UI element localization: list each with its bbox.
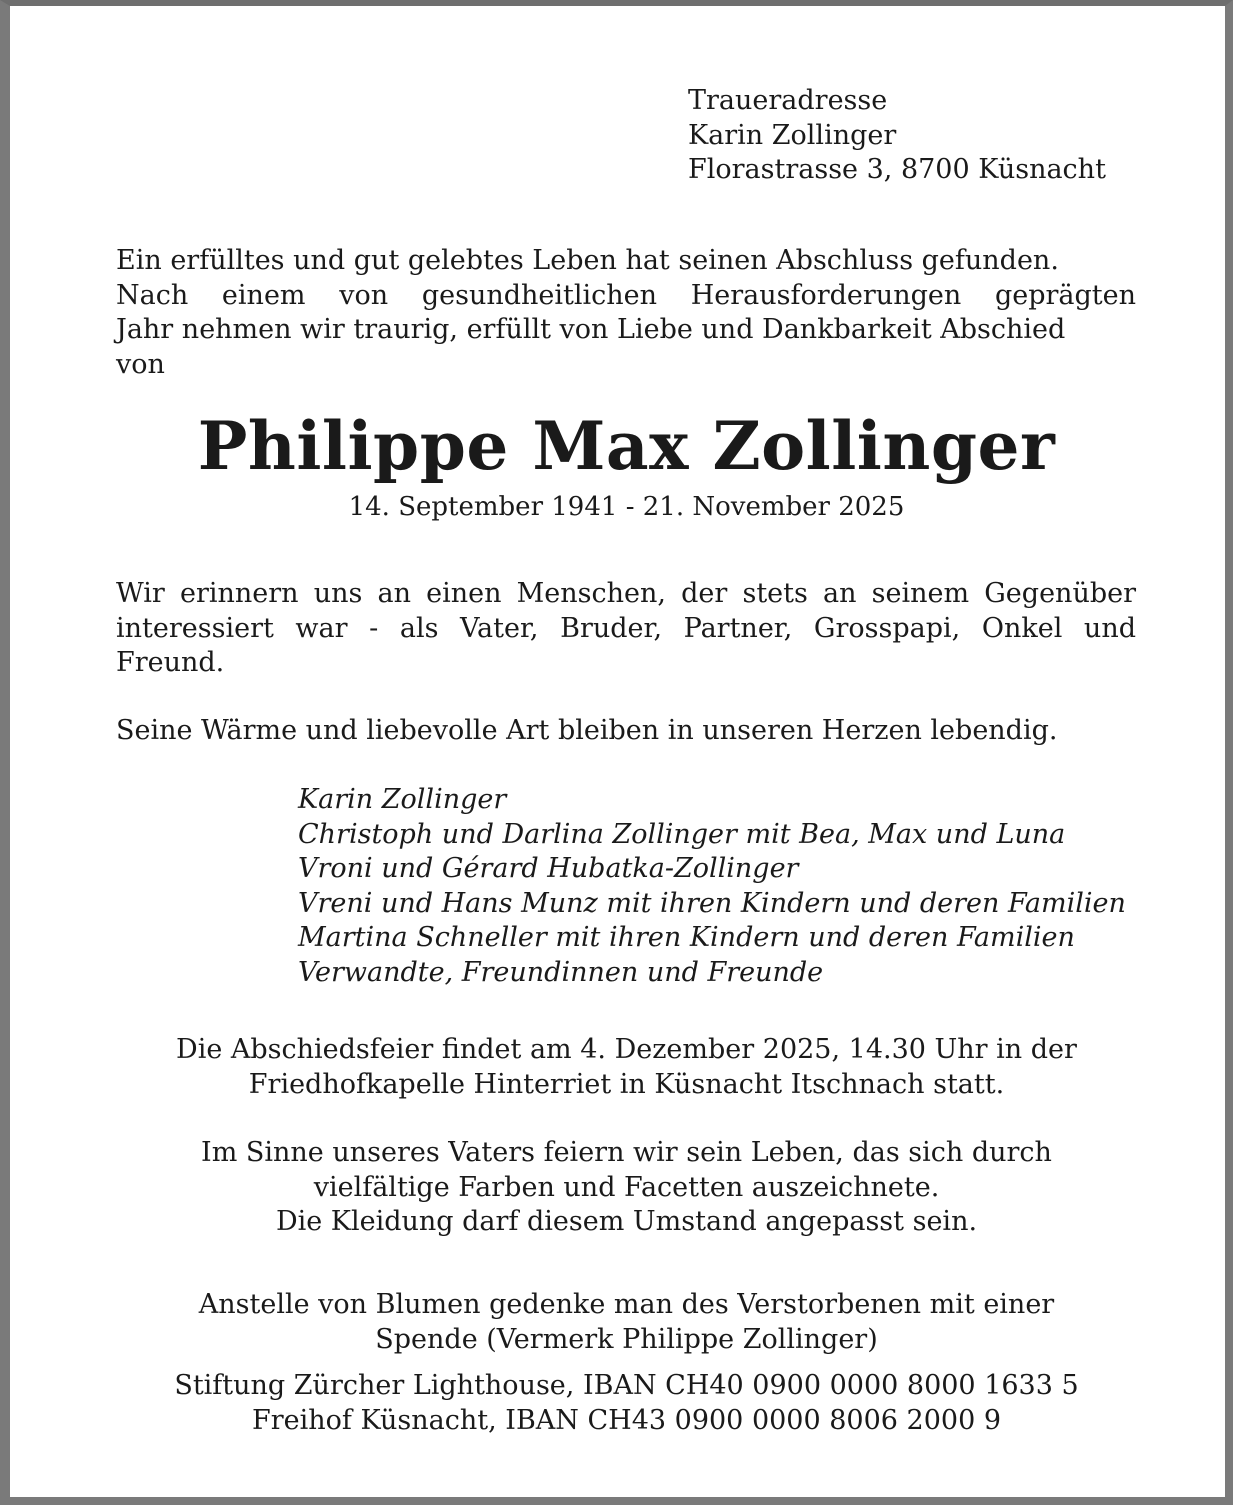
- bank-account-line: Freihof Küsnacht, IBAN CH43 0900 0000 8006 2000 9: [251, 1404, 1002, 1436]
- mourning-address: [688, 84, 1106, 188]
- memory-line: interessiert war - als Vater, Bruder, Partner, Grosspapi, Onkel und: [116, 612, 1136, 644]
- dress-code-line: vielfältige Farben und Facetten auszeichnete.: [313, 1171, 940, 1203]
- donation-line: Spende (Vermerk Philippe Zollinger): [375, 1323, 878, 1355]
- mourner-entry: Vreni und Hans Munz mit ihren Kindern und deren Familien: [298, 887, 1126, 919]
- ceremony-line: Die Abschiedsfeier findet am 4. Dezember 2025, 14.30 Uhr in der: [176, 1034, 1077, 1065]
- mourner-entry: Vroni und Gérard Hubatka-Zollinger: [298, 853, 799, 884]
- mourner-entry: Verwandte, Freundinnen und Freunde: [298, 956, 824, 988]
- memory-line: Freund.: [116, 647, 225, 678]
- intro-line: Ein erfülltes und gut gelebtes Leben hat seinen Abschluss gefunden.: [116, 245, 1059, 276]
- address-label: Traueradresse: [688, 85, 888, 116]
- deceased-name: Philippe Max Zollinger: [197, 407, 1056, 485]
- dress-code-line: Im Sinne unseres Vaters feiern wir sein Leben, das sich durch: [201, 1137, 1052, 1168]
- mourner-entry: Karin Zollinger: [298, 784, 507, 815]
- intro-line: von: [116, 348, 165, 380]
- intro-line: Jahr nehmen wir traurig, erfüllt von Liebe und Dankbarkeit Abschied: [116, 314, 1066, 345]
- life-dates: 14. September 1941 - 21. November 2025: [348, 492, 905, 522]
- address-name: Karin Zollinger: [688, 119, 897, 151]
- bank-account-line: Stiftung Zürcher Lighthouse, IBAN CH40 0900 0000 8000 1633 5: [174, 1370, 1079, 1401]
- donation-info: [10, 1288, 1233, 1357]
- intro-paragraph: [116, 244, 1136, 382]
- address-street: Florastrasse 3, 8700 Küsnacht: [688, 154, 1106, 185]
- warmth-sentence: Seine Wärme und liebevolle Art bleiben in unseren Herzen lebendig.: [116, 715, 1058, 746]
- intro-line: Nach einem von gesundheitlichen Herausforderungen geprägten: [116, 279, 1136, 311]
- ceremony-line: Friedhofkapelle Hinterriet in Küsnacht Itschnach statt.: [248, 1068, 1005, 1100]
- memory-line: Wir erinnern uns an einen Menschen, der stets an seinem Gegenüber: [116, 578, 1136, 609]
- donation-line: Anstelle von Blumen gedenke man des Verstorbenen mit einer: [198, 1289, 1055, 1320]
- bank-accounts: [10, 1369, 1233, 1438]
- mourner-entry: Martina Schneller mit ihren Kindern und deren Familien: [298, 922, 1075, 953]
- dress-code-info: [10, 1136, 1233, 1240]
- mourners-list: [298, 783, 1126, 990]
- dress-code-line: Die Kleidung darf diesem Umstand angepasst sein.: [275, 1206, 978, 1237]
- mourner-entry: Christoph und Darlina Zollinger mit Bea, Max und Luna: [298, 818, 1066, 850]
- memory-paragraph: [116, 577, 1136, 681]
- ceremony-info: [10, 1033, 1233, 1102]
